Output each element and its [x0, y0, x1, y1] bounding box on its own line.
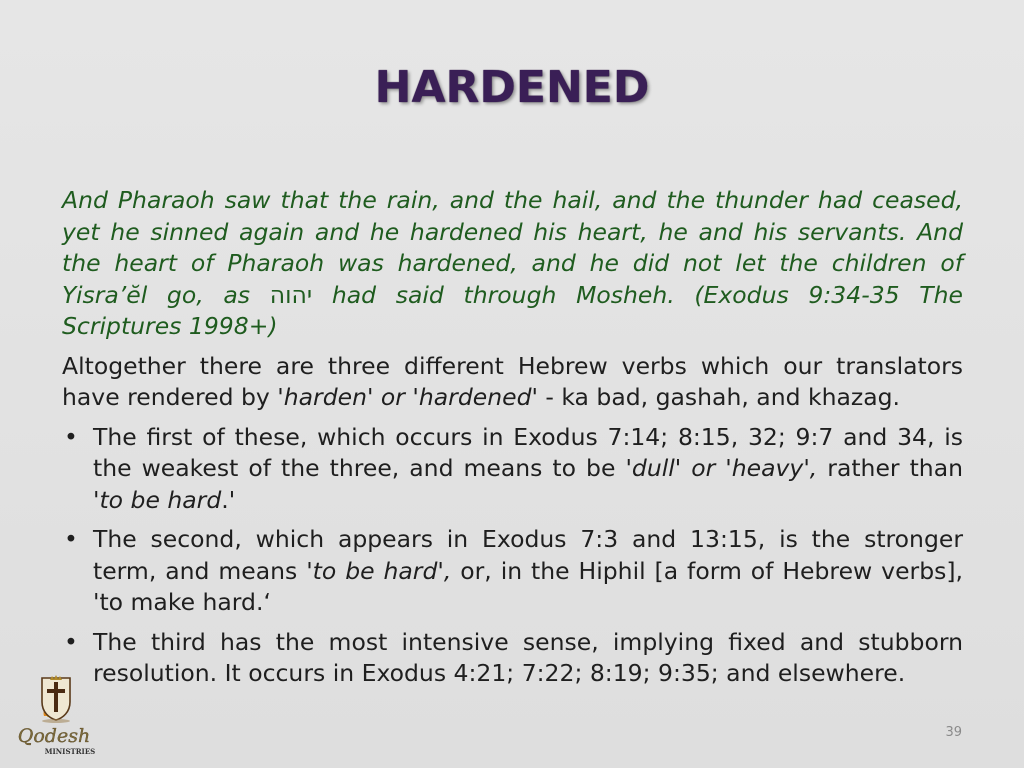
scripture-quote — [62, 185, 963, 343]
quote-text-after: had said through Mosheh. (Exodus 9:34-35 The Scriptures 1998+) — [62, 280, 963, 340]
intro-part2: ' - ka bad, gashah, and khazag. — [531, 383, 901, 411]
bullet-1-em1: 'dull' or 'heavy', — [625, 454, 818, 482]
intro-paragraph — [62, 351, 963, 414]
bullet-item-3 — [62, 627, 963, 690]
bullet-1-em2: 'to be hard — [93, 485, 222, 514]
slide-body — [62, 185, 963, 698]
cross-horizontal — [47, 689, 65, 693]
slide-title: HARDENED — [374, 62, 650, 113]
logo-shadow — [42, 719, 70, 723]
bullet-marker: • — [64, 422, 78, 451]
bullet-item-1 — [62, 422, 963, 517]
bullet-item-2 — [62, 524, 963, 619]
bullet-1-part1: The first of these, which occurs in Exodus 7:14; 8:15, 32; 9:7 and 34, is the weakest of the three, and means to be — [93, 422, 963, 482]
cross-vertical — [54, 682, 58, 712]
intro-part1: Altogether there are three different Hebrew verbs which our translators have rendered by — [62, 351, 963, 411]
tetragrammaton: יהוה — [269, 280, 313, 309]
bullet-1-part3: .' — [221, 485, 236, 514]
crown-shape — [50, 675, 62, 680]
logo-subtitle: MINISTRIES — [44, 747, 96, 756]
bullet-2-em1: 'to be hard', — [306, 556, 452, 585]
bullet-2-part1: The second, which appears in Exodus 7:3 and 13:15, is the stronger term, and means — [93, 525, 963, 585]
bullet-marker: • — [64, 627, 78, 656]
bullet-list — [62, 422, 963, 690]
page-number: 39 — [945, 725, 962, 740]
quote-text-before: And Pharaoh saw that the rain, and the hail, and the thunder had ceased, yet he sinned again and he hardened his heart, he and his servants. And the heart of Pharaoh was hardened, and he did not let the children of Yisra’ĕl go, as — [62, 186, 963, 309]
qodesh-ministries-logo — [14, 672, 98, 758]
bullet-2-part2: or, in the Hiphil [a form of Hebrew verbs], 'to make hard.‘ — [93, 556, 964, 616]
bullet-marker: • — [64, 525, 78, 553]
intro-emphasis: 'harden' or 'hardened — [277, 383, 532, 411]
logo-name: Qodesh — [17, 725, 91, 747]
bullet-1-part2: rather than — [817, 454, 963, 482]
bullet-3-part1: The third has the most intensive sense, implying fixed and stubborn resolution. It occurs in Exodus 4:21; 7:22; 8:19; 9:35; and elsewhere. — [93, 627, 963, 687]
